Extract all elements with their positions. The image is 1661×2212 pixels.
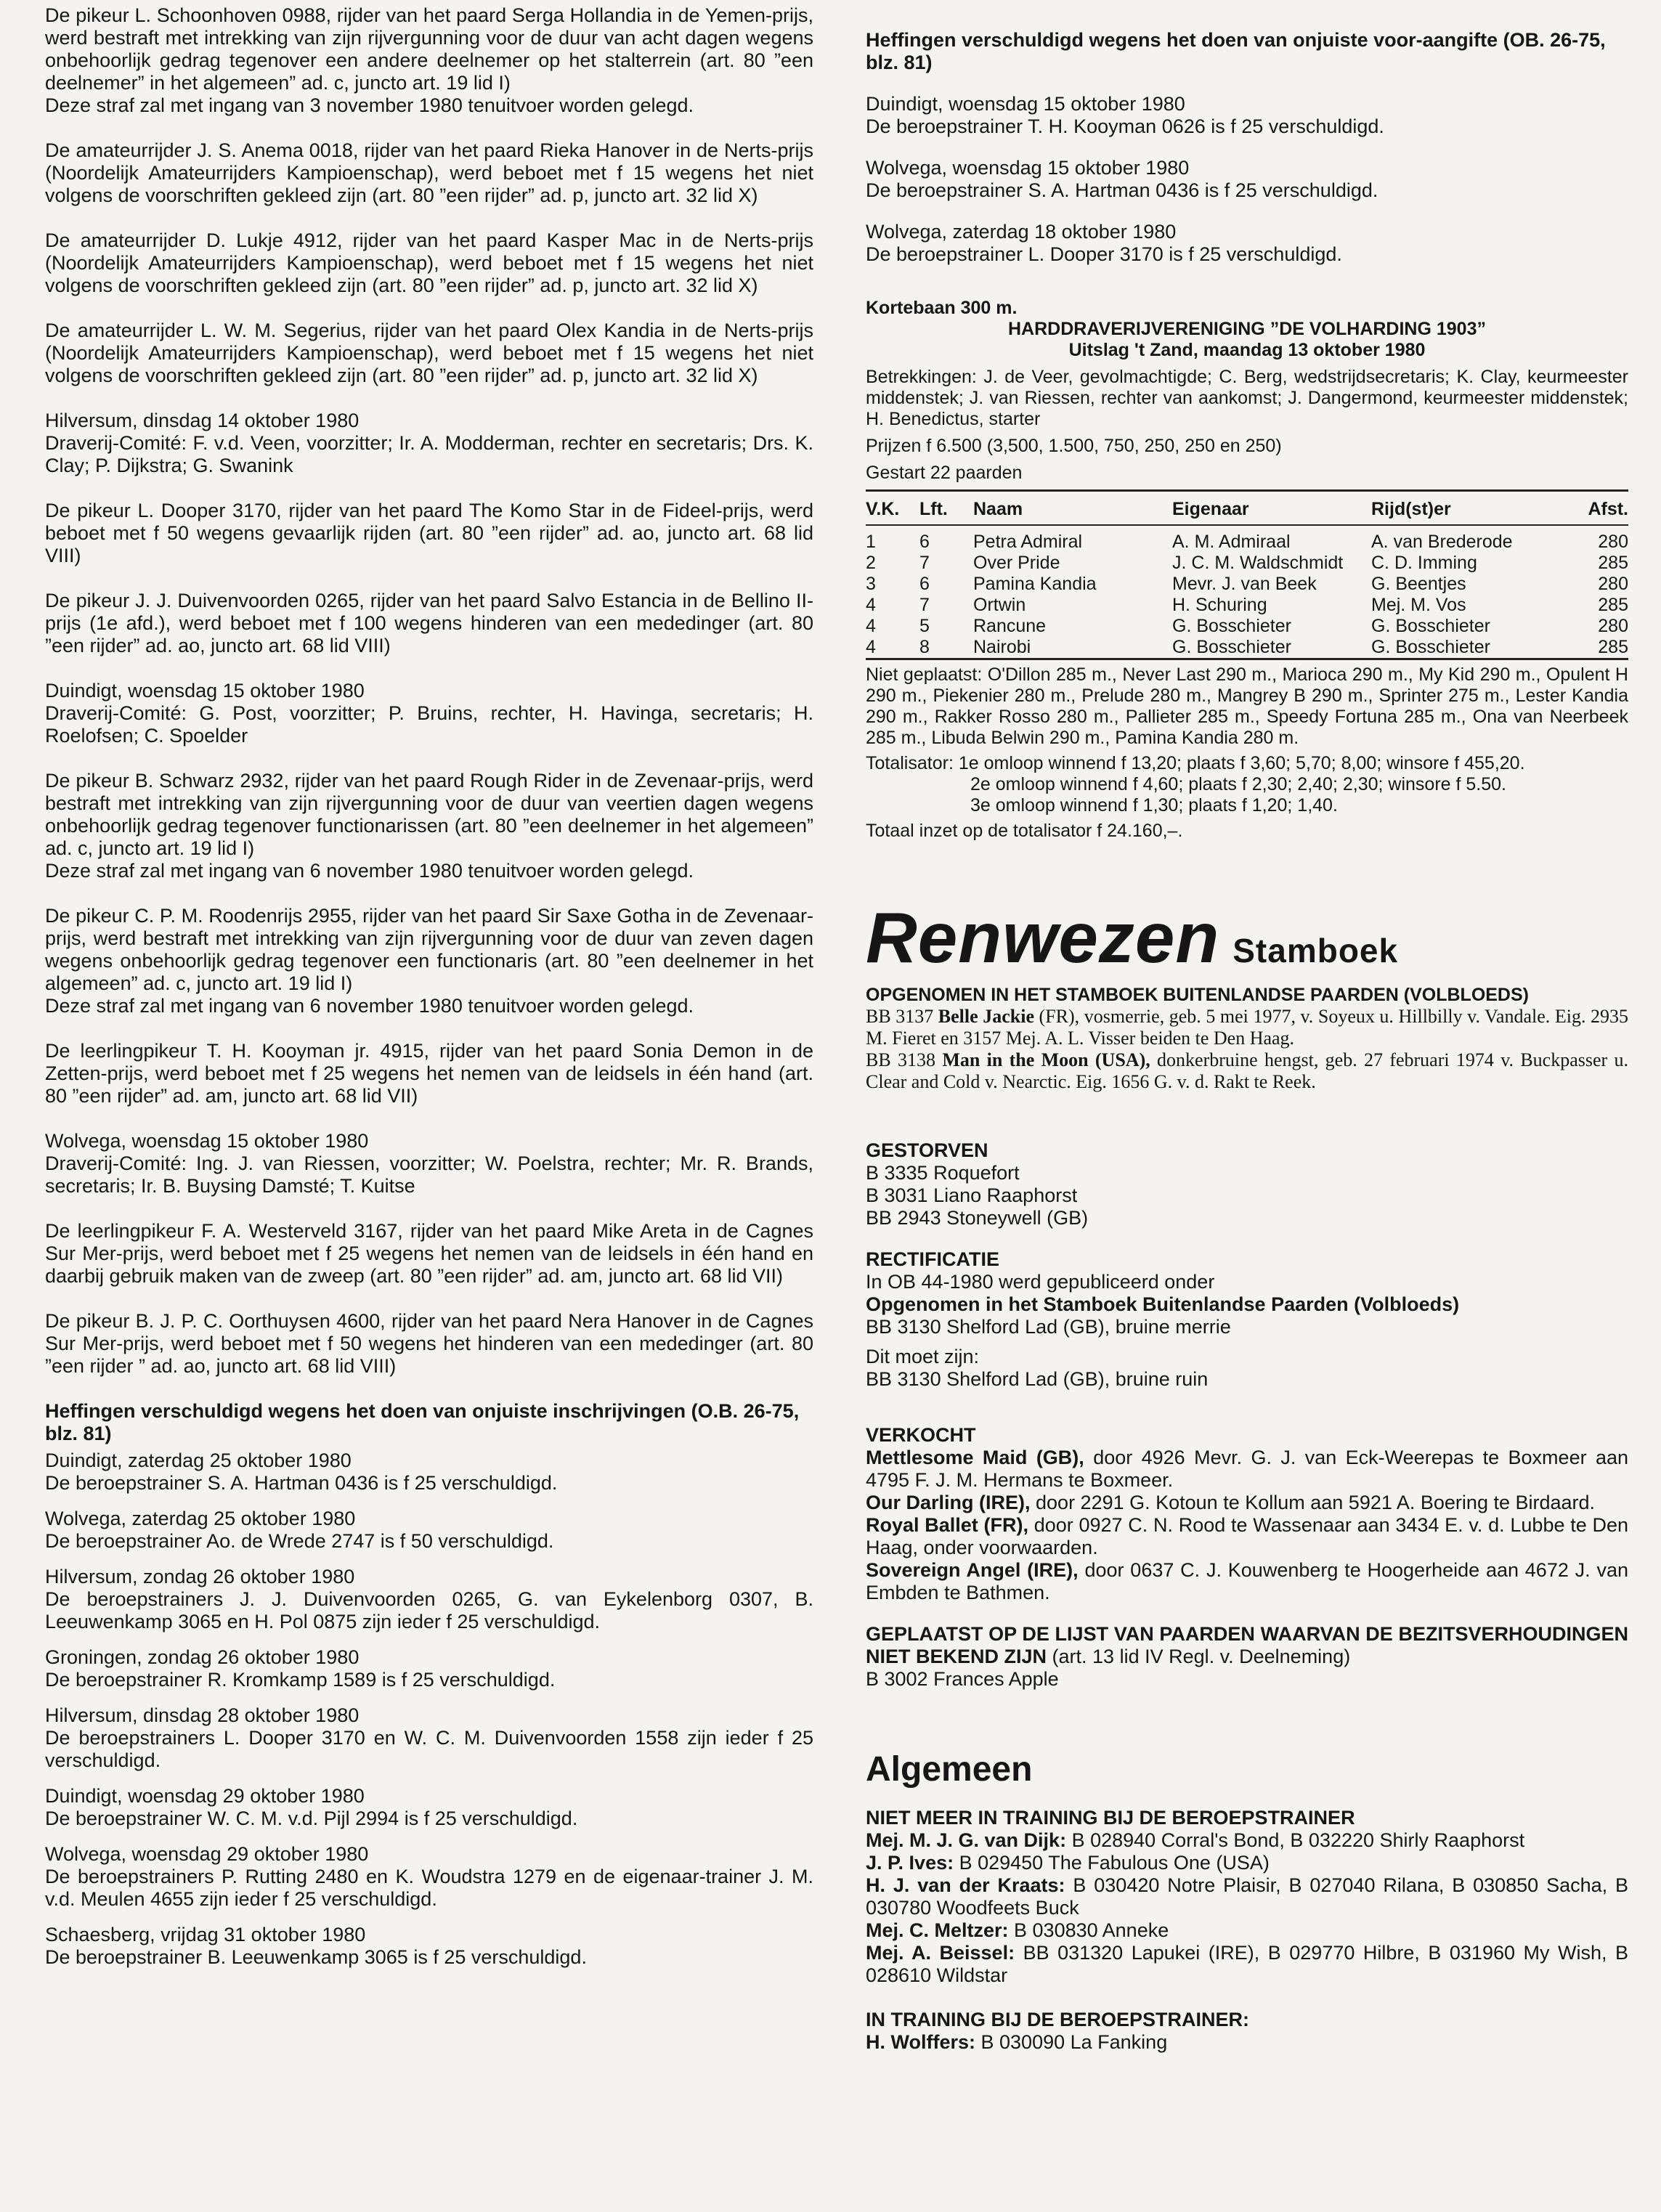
cell-lft: 7 — [919, 595, 930, 615]
verkocht-item — [866, 1514, 1628, 1559]
committee-place: Wolvega, woensdag 15 oktober 1980 — [45, 1130, 369, 1152]
lijst-item: B 3002 Frances Apple — [866, 1668, 1059, 1690]
notice — [45, 590, 813, 657]
levy-place: Groningen, zondag 26 oktober 1980 — [45, 1646, 360, 1668]
levy-entry — [45, 1508, 813, 1553]
cell-vk: 2 — [866, 553, 876, 573]
stamboek-entries — [866, 984, 1628, 1093]
rectificatie-heading: RECTIFICATIE — [866, 1248, 999, 1270]
sale-details: door 0637 C. J. Kouwenberg te Hoogerheide aan 4672 J. van Embden te Bathmen. — [866, 1559, 1629, 1603]
cell-afst: 285 — [1598, 553, 1628, 573]
renwezen-header — [866, 898, 1628, 977]
levy-entry — [45, 1704, 813, 1772]
trainer-entry — [866, 1829, 1628, 1852]
levy-text: De beroepstrainer Ao. de Wrede 2747 is f 50 verschuldigd. — [45, 1530, 554, 1552]
cell-naam: Petra Admiral — [973, 532, 1083, 552]
notice — [45, 905, 813, 1017]
committee — [45, 680, 813, 747]
cell-eigenaar: J. C. M. Waldschmidt — [1172, 553, 1344, 573]
notice — [45, 1040, 813, 1107]
table-row — [866, 553, 1628, 574]
trainer-name: H. J. van der Kraats: — [866, 1874, 1065, 1896]
notice-text: De amateurrijder J. S. Anema 0018, rijder van het paard Rieka Hanover in de Nerts-prijs (Noordelijk Amateurrijders Kampioenschap), werd beboet met f 15 wegens het niet volgens de voorschriften gekleed zijn (art. 80 ”een rijder” ad. p, juncto art. 32 lid X) — [45, 139, 813, 206]
tote-line: 2e omloop winnend f 4,60; plaats f 2,30; 2,40; 2,30; winsore f 5.50. — [970, 774, 1506, 794]
committee — [45, 1130, 813, 1198]
levy-place: Wolvega, woensdag 15 oktober 1980 — [866, 157, 1190, 179]
levy-entry — [45, 1843, 813, 1911]
race-organizer: HARDDRAVERIJVERENIGING ”DE VOLHARDING 1903” — [1008, 319, 1486, 339]
gestorven-item: B 3335 Roquefort — [866, 1162, 1020, 1184]
levy-place: Schaesberg, vrijdag 31 oktober 1980 — [45, 1924, 366, 1945]
notice-text: De pikeur J. J. Duivenvoorden 0265, rijder van het paard Salvo Estancia in de Bellino II-prijs (1e afd.), werd beboet met f 100 wegens hinderen van een mededinger (art. 80 ”een rijder” ad. ao, juncto art. 68 lid VIII) — [45, 590, 813, 656]
trainer-horses: B 029450 The Fabulous One (USA) — [954, 1852, 1270, 1874]
race-date: Uitslag 't Zand, maandag 13 oktober 1980 — [1068, 340, 1426, 360]
trainer-name: Mej. A. Beissel: — [866, 1942, 1015, 1964]
tote-line: Totalisator: 1e omloop winnend f 13,20; plaats f 3,60; 5,70; 8,00; winsore f 455,20. — [866, 753, 1525, 773]
section-subtitle: Stamboek — [1232, 932, 1399, 969]
cell-lft: 6 — [919, 574, 930, 594]
levy-entry — [45, 1785, 813, 1830]
cell-rijder: G. Bosschieter — [1371, 637, 1490, 657]
trainer-horses: BB 031320 Lapukei (IRE), B 029770 Hilbre, B 031960 My Wish, B 028610 Wildstar — [866, 1942, 1628, 1986]
table-row — [866, 595, 1628, 616]
rectificatie-block — [866, 1248, 1628, 1391]
trainer-name: J. P. Ives: — [866, 1852, 954, 1874]
levy-text: De beroepstrainer T. H. Kooyman 0626 is f 25 verschuldigd. — [866, 115, 1384, 137]
rectificatie-bold: Opgenomen in het Stamboek Buitenlandse Paarden (Volbloeds) — [866, 1293, 1460, 1315]
inschrijving-heading: Heffingen verschuldigd wegens het doen van onjuiste inschrijvingen (O.B. 26-75, blz. 81) — [45, 1400, 800, 1444]
horse-name: Sovereign Angel (IRE), — [866, 1559, 1079, 1581]
table-row — [866, 616, 1628, 637]
cell-afst: 280 — [1598, 616, 1628, 636]
notice — [45, 320, 813, 387]
verkocht-item — [866, 1559, 1628, 1604]
col-rijder: Rijd(st)er — [1371, 491, 1567, 526]
notice-text: De pikeur B. Schwarz 2932, rijder van het paard Rough Rider in de Zevenaar-prijs, werd bestraft met intrekking van zijn rijvergunning voor de duur van veertien dagen wegens onbehoorlijk gedrag tegenover functionarissen (art. 80 ”een deelnemer in het algemeen” ad. c, juncto art. 19 lid I) — [45, 770, 813, 859]
committee-members: Draverij-Comité: G. Post, voorzitter; P. Bruins, rechter, H. Havinga, secretaris; H. Roelofsen; C. Spoelder — [45, 702, 813, 747]
not-placed: Niet geplaatst: O'Dillon 285 m., Never Last 290 m., Marioca 290 m., My Kid 290 m., Opulent H 290 m., Piekenier 280 m., Prelude 280 m., Mangrey B 290 m., Sprinter 275 m., Lester Kandia 290 m., Rakker Rosso 280 m., Pallieter 285 m., Speedy Fortuna 285 m., Ona van Neerbeek 285 m., Libuda Belwin 290 m., Pamina Kandia 280 m. — [866, 664, 1628, 748]
sale-details: door 4926 Mevr. G. J. van Eck-Weerepas te Boxmeer aan 4795 F. J. M. Hermans te Boxmeer. — [866, 1447, 1629, 1491]
notice-text: De amateurrijder L. W. M. Segerius, rijder van het paard Olex Kandia in de Nerts-prijs (Noordelijk Amateurrijders Kampioenschap), werd beboet met f 15 wegens het niet volgens de voorschriften gekleed zijn (art. 80 ”een rijder” ad. p, juncto art. 32 lid X) — [45, 320, 813, 386]
committee-place: Duindigt, woensdag 15 oktober 1980 — [45, 680, 365, 702]
gestorven-heading: GESTORVEN — [866, 1139, 988, 1161]
notice-text: De leerlingpikeur F. A. Westerveld 3167, rijder van het paard Mike Areta in de Cagnes Sur Mer-prijs, werd beboet met f 25 wegens het nemen van de leidsels in één hand en daarbij gebruik maken van de zweep (art. 80 ”een rijder” ad. am, juncto art. 68 lid VII) — [45, 1220, 813, 1287]
cell-vk: 3 — [866, 574, 876, 594]
trainer-horses: B 030830 Anneke — [1008, 1919, 1169, 1941]
levy-place: Wolvega, woensdag 29 oktober 1980 — [45, 1843, 369, 1865]
gestorven-block — [866, 1139, 1628, 1229]
table-row — [866, 574, 1628, 595]
stamboek-entry — [866, 1006, 1628, 1049]
levy-place: Wolvega, zaterdag 25 oktober 1980 — [45, 1508, 356, 1529]
trainer-horses: B 030090 La Fanking — [975, 2031, 1168, 2053]
rectificatie-text: BB 3130 Shelford Lad (GB), bruine merrie — [866, 1316, 1231, 1338]
voor-aangifte-heading: Heffingen verschuldigd wegens het doen van onjuiste voor-aangifte (OB. 26-75, blz. 81) — [866, 29, 1606, 73]
levy-place: Wolvega, zaterdag 18 oktober 1980 — [866, 221, 1177, 243]
opgenomen-heading: OPGENOMEN IN HET STAMBOEK BUITENLANDSE PAARDEN (VOLBLOEDS) — [866, 985, 1529, 1005]
renwezen-section — [866, 898, 1628, 1691]
cell-naam: Nairobi — [973, 637, 1031, 657]
race-started: Gestart 22 paarden — [866, 463, 1023, 483]
cell-naam: Ortwin — [973, 595, 1026, 615]
cell-rijder: Mej. M. Vos — [1371, 595, 1466, 615]
levy-text: De beroepstrainers L. Dooper 3170 en W. C. M. Duivenvoorden 1558 zijn ieder f 25 verschuldigd. — [45, 1727, 813, 1771]
rectificatie-text: BB 3130 Shelford Lad (GB), bruine ruin — [866, 1368, 1209, 1390]
in-training-heading: IN TRAINING BIJ DE BEROEPSTRAINER: — [866, 2009, 1250, 2030]
notice — [45, 770, 813, 882]
cell-afst: 280 — [1598, 574, 1628, 594]
section-title: Algemeen — [866, 1750, 1033, 1789]
cell-eigenaar: G. Bosschieter — [1172, 637, 1291, 657]
stamboek-entry — [866, 1049, 1628, 1093]
cell-eigenaar: A. M. Admiraal — [1172, 532, 1291, 552]
cell-eigenaar: H. Schuring — [1172, 595, 1267, 615]
tote-total: Totaal inzet op de totalisator f 24.160,–. — [866, 821, 1183, 841]
cell-naam: Pamina Kandia — [973, 574, 1097, 594]
entry-number: BB 3137 — [866, 1006, 938, 1027]
levy-entry — [45, 1646, 813, 1691]
lijst-note: (art. 13 lid IV Regl. v. Deelneming) — [1047, 1646, 1351, 1667]
col-vk: V.K. — [866, 491, 919, 526]
gestorven-item: BB 2943 Stoneywell (GB) — [866, 1207, 1089, 1229]
cell-afst: 280 — [1598, 532, 1628, 552]
cell-rijder: G. Beentjes — [1371, 574, 1466, 594]
notice — [45, 500, 813, 567]
cell-eigenaar: Mevr. J. van Beek — [1172, 574, 1317, 594]
results-table — [866, 489, 1628, 658]
trainer-entry — [866, 1852, 1628, 1874]
levy-entry — [45, 1449, 813, 1495]
levy-place: Duindigt, woensdag 15 oktober 1980 — [866, 93, 1185, 115]
entry-number: BB 3138 — [866, 1049, 943, 1070]
lijst-block — [866, 1623, 1628, 1691]
horse-name: Mettlesome Maid (GB), — [866, 1447, 1084, 1468]
levy-text: De beroepstrainers P. Rutting 2480 en K. Woudstra 1279 en de eigenaar-trainer J. M. v.d. Meulen 4655 zijn ieder f 25 verschuldigd. — [45, 1866, 813, 1910]
notice — [45, 229, 813, 297]
trainer-name: H. Wolffers: — [866, 2031, 976, 2053]
cell-vk: 4 — [866, 595, 876, 615]
horse-name: Royal Ballet (FR), — [866, 1514, 1028, 1536]
levy-entry — [866, 93, 1628, 138]
niet-meer-heading: NIET MEER IN TRAINING BIJ DE BEROEPSTRAINER — [866, 1807, 1355, 1829]
col-lft: Lft. — [919, 491, 973, 526]
rectificatie-text: In OB 44-1980 werd gepubliceerd onder — [866, 1271, 1215, 1293]
cell-lft: 6 — [919, 532, 930, 552]
verkocht-item — [866, 1447, 1628, 1492]
cell-lft: 8 — [919, 637, 930, 657]
notice — [45, 139, 813, 207]
notice-text: De pikeur B. J. P. C. Oorthuysen 4600, rijder van het paard Nera Hanover in de Cagnes Sur Mer-prijs, werd beboet met f 50 wegens het hinderen van een mededinger (art. 80 ”een rijder ” ad. ao, juncto art. 68 lid VIII) — [45, 1310, 813, 1377]
results-header — [866, 491, 1628, 526]
committee — [45, 410, 813, 477]
rectificatie-text: Dit moet zijn: — [866, 1346, 980, 1367]
right-column — [866, 29, 1628, 2054]
horse-name: Man in the Moon (USA), — [942, 1049, 1150, 1070]
cell-vk: 4 — [866, 637, 876, 657]
notice — [45, 4, 813, 117]
trainer-horses: B 028940 Corral's Bond, B 032220 Shirly Raaphorst — [1066, 1829, 1525, 1851]
cell-rijder: C. D. Imming — [1371, 553, 1477, 573]
levy-text: De beroepstrainer B. Leeuwenkamp 3065 is f 25 verschuldigd. — [45, 1946, 587, 1968]
levy-text: De beroepstrainers J. J. Duivenvoorden 0265, G. van Eykelenborg 0307, B. Leeuwenkamp 3065 en H. Pol 0875 zijn ieder f 25 verschuldigd. — [45, 1588, 813, 1632]
col-naam: Naam — [973, 491, 1172, 526]
race-prizes: Prijzen f 6.500 (3,500, 1.500, 750, 250, 250 en 250) — [866, 436, 1282, 456]
notice-text: De pikeur C. P. M. Roodenrijs 2955, rijder van het paard Sir Saxe Gotha in de Zevenaar-prijs, werd bestraft met intrekking van zijn rijvergunning voor de duur van zeven dagen wegens onbehoorlijk gedrag tegenover een functionaris (art. 80 ”een deelnemer in het algemeen” ad. c, juncto art. 19 lid I) — [45, 905, 813, 994]
lijst-heading-text: GEPLAATST OP DE LIJST VAN PAARDEN WAARVAN DE BEZITSVERHOUDINGEN NIET BEKEND ZIJN — [866, 1623, 1628, 1667]
cell-lft: 7 — [919, 553, 930, 573]
col-afst: Afst. — [1567, 491, 1628, 526]
cell-eigenaar: G. Bosschieter — [1172, 616, 1291, 636]
cell-afst: 285 — [1598, 595, 1628, 615]
algemeen-section — [866, 1749, 1628, 2054]
notice — [45, 1310, 813, 1378]
sale-details: door 0927 C. N. Rood te Wassenaar aan 3434 E. v. d. Lubbe te Den Haag, onder voorwaarden. — [866, 1514, 1628, 1558]
table-row — [866, 525, 1628, 553]
lijst-heading — [866, 1623, 1628, 1668]
cell-rijder: A. van Brederode — [1371, 532, 1513, 552]
trainer-name: Mej. C. Meltzer: — [866, 1919, 1009, 1941]
race-result — [866, 298, 1628, 842]
entry-details: donkerbruine hengst, geb. 27 februari 1974 v. Buckpasser u. Clear and Cold v. Nearctic. Eig. 1656 G. v. d. Rakt te Reek. — [866, 1049, 1629, 1092]
verkocht-block — [866, 1424, 1628, 1604]
notice — [45, 1220, 813, 1288]
committee-members: Draverij-Comité: F. v.d. Veen, voorzitter; Ir. A. Modderman, rechter en secretaris; Drs. K. Clay; P. Dijkstra; G. Swanink — [45, 432, 813, 476]
left-column — [45, 4, 813, 1969]
levy-text: De beroepstrainer R. Kromkamp 1589 is f 25 verschuldigd. — [45, 1669, 556, 1691]
cell-afst: 285 — [1598, 637, 1628, 657]
levy-place: Hilversum, zondag 26 oktober 1980 — [45, 1566, 355, 1587]
levy-entry — [866, 221, 1628, 266]
trainer-entry — [866, 1919, 1628, 1942]
horse-name: Belle Jackie — [938, 1006, 1034, 1027]
results-divider — [866, 658, 1628, 660]
notice-text: De pikeur L. Schoonhoven 0988, rijder van het paard Serga Hollandia in de Yemen-prijs, werd bestraft met intrekking van zijn rijvergunning voor de duur van acht dagen wegens onbehoorlijk gedrag tegenover een andere deelnemer op het stalterrein (art. 80 ”een deelnemer” in het algemeen” ad. c, juncto art. 19 lid I) — [45, 4, 813, 94]
notice-extra: Deze straf zal met ingang van 6 november 1980 tenuitvoer worden gelegd. — [45, 995, 694, 1017]
cell-lft: 5 — [919, 616, 930, 636]
committee-place: Hilversum, dinsdag 14 oktober 1980 — [45, 410, 360, 431]
col-eigenaar: Eigenaar — [1172, 491, 1371, 526]
results-body — [866, 525, 1628, 658]
levy-entry — [866, 157, 1628, 202]
cell-rijder: G. Bosschieter — [1371, 616, 1490, 636]
gestorven-item: B 3031 Liano Raaphorst — [866, 1184, 1078, 1206]
verkocht-heading: VERKOCHT — [866, 1424, 976, 1446]
levy-text: De beroepstrainer S. A. Hartman 0436 is f 25 verschuldigd. — [866, 179, 1378, 201]
cell-naam: Over Pride — [973, 553, 1060, 573]
horse-name: Our Darling (IRE), — [866, 1492, 1031, 1513]
entry-details: (FR), vosmerrie, geb. 5 mei 1977, v. Soyeux u. Hillbilly v. Vandale. Eig. 2935 M. Fieret en 3157 Mej. A. L. Visser beiden te Den Haag. — [866, 1006, 1628, 1049]
tote-line: 3e omloop winnend f 1,30; plaats f 1,20; 1,40. — [970, 795, 1338, 816]
levy-text: De beroepstrainer L. Dooper 3170 is f 25 verschuldigd. — [866, 243, 1342, 265]
notice-text: De pikeur L. Dooper 3170, rijder van het paard The Komo Star in de Fideel-prijs, werd beboet met f 50 wegens gevaarlijk rijden (art. 80 ”een rijder” ad. ao, juncto art. 68 lid VIII) — [45, 500, 813, 566]
levy-entry — [45, 1924, 813, 1969]
levy-place: Duindigt, zaterdag 25 oktober 1980 — [45, 1449, 352, 1471]
race-officials: Betrekkingen: J. de Veer, gevolmachtigde; C. Berg, wedstrijdsecretaris; K. Clay, keurmeester middenstek; J. van Riessen, rechter van aankomst; J. Dangermond, keurmeester middenstek; H. Benedictus, starter — [866, 367, 1628, 429]
trainer-entry — [866, 2031, 1628, 2054]
trainer-horses: B 030420 Notre Plaisir, B 027040 Rilana, B 030850 Sacha, B 030780 Woodfeets Buck — [866, 1874, 1628, 1919]
sale-details: door 2291 G. Kotoun te Kollum aan 5921 A. Boering te Birdaard. — [1030, 1492, 1596, 1513]
cell-vk: 1 — [866, 532, 876, 552]
committee-members: Draverij-Comité: Ing. J. van Riessen, voorzitter; W. Poelstra, rechter; Mr. R. Brands, secretaris; Ir. B. Buysing Damsté; T. Kuitse — [45, 1152, 813, 1197]
notice-extra: Deze straf zal met ingang van 6 november 1980 tenuitvoer worden gelegd. — [45, 860, 694, 882]
notice-text: De leerlingpikeur T. H. Kooyman jr. 4915, rijder van het paard Sonia Demon in de Zetten-prijs, werd beboet met f 25 wegens het nemen van de leidsels in één hand (art. 80 ”een rijder” ad. am, juncto art. 68 lid VII) — [45, 1040, 813, 1107]
levy-place: Duindigt, woensdag 29 oktober 1980 — [45, 1785, 365, 1807]
table-row — [866, 637, 1628, 658]
cell-naam: Rancune — [973, 616, 1047, 636]
levy-text: De beroepstrainer W. C. M. v.d. Pijl 2994 is f 25 verschuldigd. — [45, 1808, 578, 1829]
trainer-name: Mej. M. J. G. van Dijk: — [866, 1829, 1067, 1851]
levy-entry — [45, 1566, 813, 1633]
levy-text: De beroepstrainer S. A. Hartman 0436 is f 25 verschuldigd. — [45, 1472, 558, 1494]
cell-vk: 4 — [866, 616, 876, 636]
race-type: Kortebaan 300 m. — [866, 298, 1018, 318]
trainer-entry — [866, 1874, 1628, 1919]
levy-place: Hilversum, dinsdag 28 oktober 1980 — [45, 1704, 360, 1726]
trainer-entry — [866, 1942, 1628, 1987]
notice-text: De amateurrijder D. Lukje 4912, rijder van het paard Kasper Mac in de Nerts-prijs (Noordelijk Amateurrijders Kampioenschap), werd beboet met f 15 wegens het niet volgens de voorschriften gekleed zijn (art. 80 ”een rijder” ad. p, juncto art. 32 lid X) — [45, 229, 813, 296]
section-title: Renwezen — [866, 898, 1220, 977]
notice-extra: Deze straf zal met ingang van 3 november 1980 tenuitvoer worden gelegd. — [45, 94, 694, 116]
verkocht-item — [866, 1492, 1628, 1514]
